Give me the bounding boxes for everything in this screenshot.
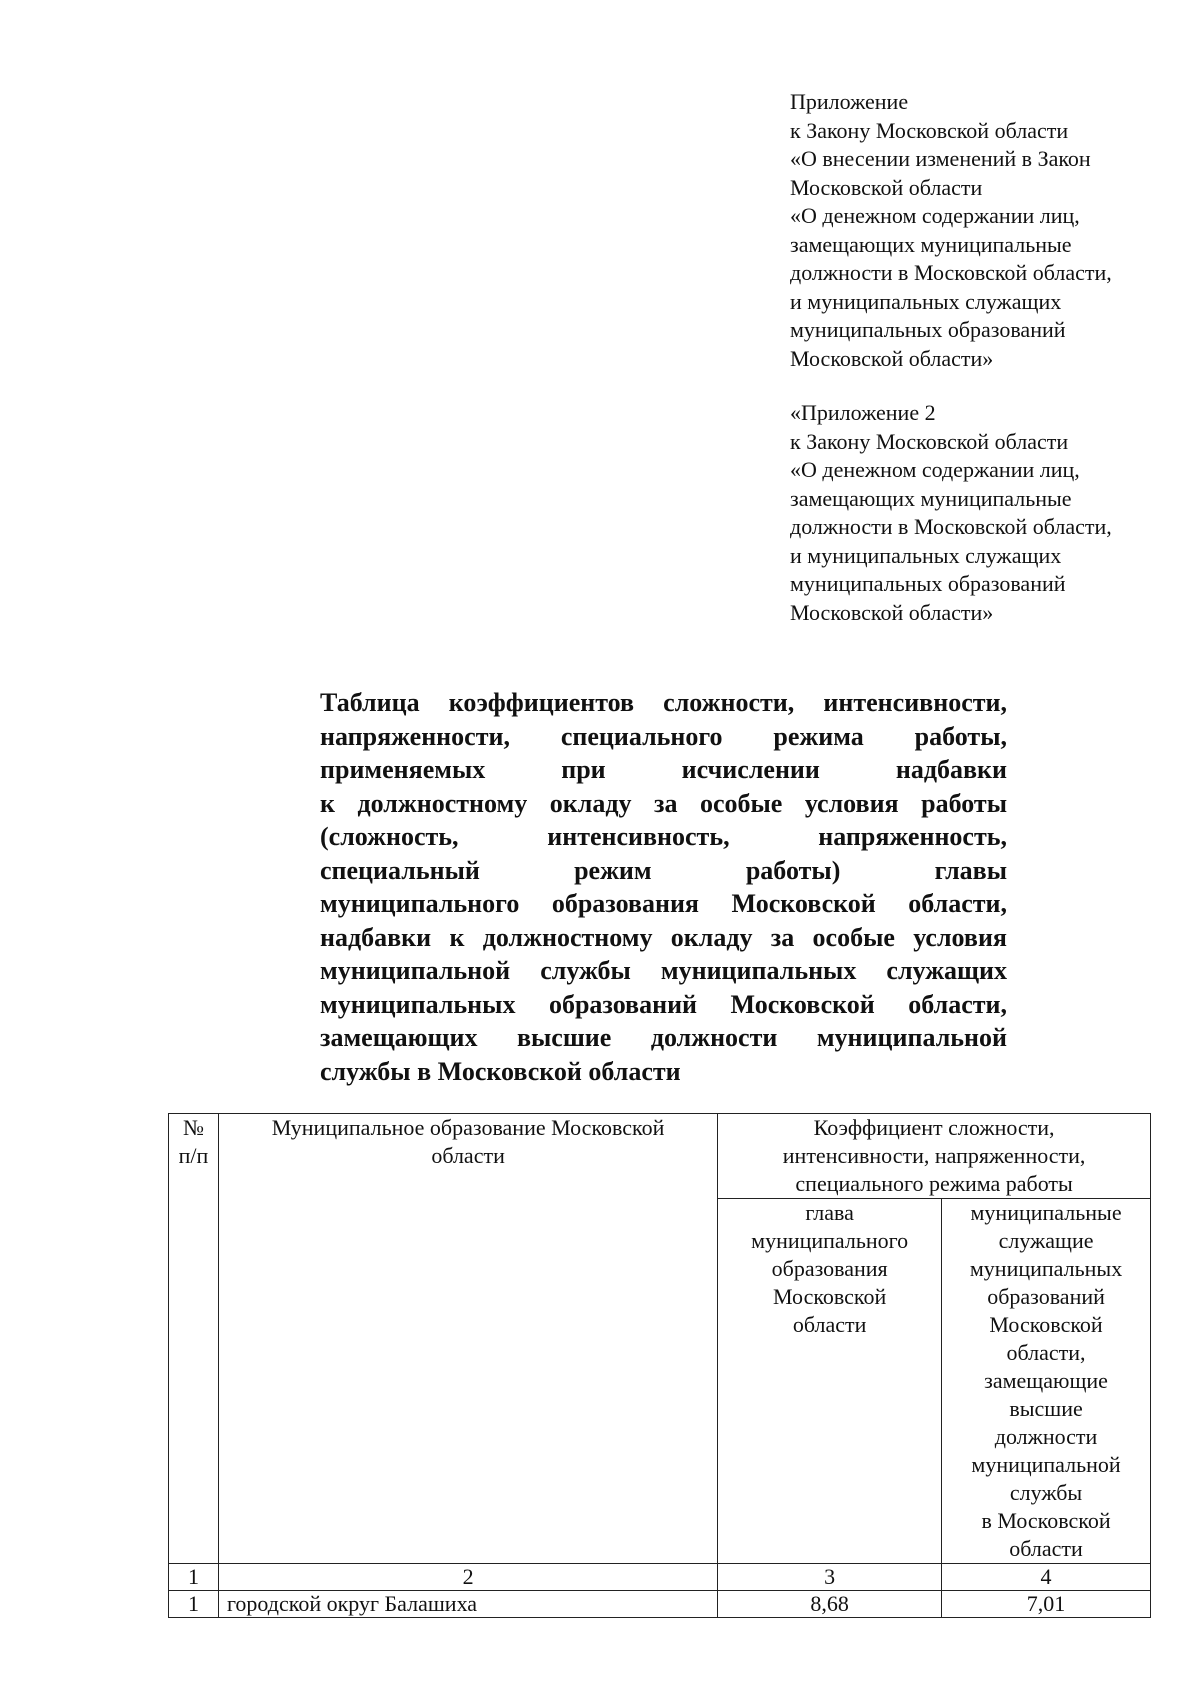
document-title-line: муниципальной службы муниципальных служащих [320, 956, 1007, 985]
annex-1-block-line: должности в Московской области, [790, 260, 1112, 285]
header-servants-cell-line: муниципальной [971, 1452, 1121, 1477]
annex-2-block-line: должности в Московской области, [790, 514, 1112, 539]
header-head-cell-line: области [792, 1312, 867, 1337]
header-coefficient-cell [718, 1114, 1151, 1199]
header-municipality-cell-line: области [431, 1143, 505, 1168]
annex-1-block [790, 88, 1112, 373]
document-title-line: муниципальных образований Московской области, [320, 989, 1007, 1019]
header-head-cell-line: муниципального [751, 1228, 909, 1253]
header-servants-cell-line: в Московской [981, 1508, 1111, 1533]
document-title-line: надбавки к должностному окладу за особые условия [320, 922, 1007, 952]
header-number-cell [169, 1114, 219, 1564]
header-servants-cell-line: муниципальных [969, 1256, 1123, 1281]
annex-1-block-line: «О денежном содержании лиц, [790, 203, 1080, 228]
document-title-line: муниципального образования Московской области, [320, 889, 1007, 918]
header-servants-cell-line: образований [987, 1284, 1105, 1309]
document-title-line: напряженности, специального режима работы, [320, 721, 1007, 751]
annex-1-block-line: Московской области [790, 174, 983, 200]
annex-1-block-line: и муниципальных служащих [790, 288, 1062, 314]
column-number-1: 1 [169, 1564, 219, 1591]
header-servants-cell-line: Московской [989, 1312, 1103, 1337]
document-title-line: специальный режим работы) главы [320, 855, 1007, 885]
header-head-cell-line: глава [805, 1200, 854, 1225]
annex-2-block-line: к Закону Московской области [790, 428, 1069, 454]
annex-1-block-line: муниципальных образований [790, 317, 1066, 342]
header-coefficient-cell-line: интенсивности, напряженности, [782, 1143, 1086, 1168]
column-number-3: 3 [718, 1564, 942, 1591]
header-servants-cell-line: должности [994, 1424, 1098, 1449]
annex-1-block-line: «О внесении изменений в Закон [790, 146, 1091, 171]
annex-2-block-line: муниципальных образований [790, 571, 1066, 596]
table-row [169, 1591, 1151, 1618]
header-servants-cell-line: высшие [1009, 1396, 1083, 1421]
annex-2-block-line: «Приложение 2 [790, 400, 936, 425]
header-servants-cell-line: области [1009, 1536, 1083, 1561]
header-number-cell-line: № [182, 1115, 204, 1140]
header-servants-cell-line: служащие [998, 1228, 1094, 1253]
header-head-cell-line: образования [771, 1256, 888, 1281]
annex-1-block-line: замещающих муниципальные [790, 231, 1072, 257]
document-title-line: (сложность, интенсивность, напряженность, [320, 822, 1007, 851]
header-coefficient-cell-line: специального режима работы [795, 1171, 1073, 1196]
annex-2-block-line: «О денежном содержании лиц, [790, 457, 1080, 482]
header-municipality-cell-line: Муниципальное образование Московской [271, 1115, 665, 1140]
header-head-cell-line: Московской [773, 1284, 887, 1309]
document-title-line: службы в Московской области [320, 1056, 681, 1086]
header-coefficient-cell-line: Коэффициент сложности, [813, 1115, 1055, 1140]
column-numbers-row [169, 1564, 1151, 1591]
annex-2-block-line: замещающих муниципальные [790, 485, 1072, 511]
header-municipality-cell [218, 1114, 717, 1564]
document-title [320, 686, 1007, 1088]
header-servants-cell-line: муниципальные [970, 1200, 1122, 1225]
header-servants-cell-line: области, [1006, 1340, 1086, 1365]
header-servants-cell-line: замещающие [984, 1368, 1108, 1393]
header-number-cell-line: п/п [178, 1143, 209, 1168]
document-title-line: замещающих высшие должности муниципальной [320, 1023, 1007, 1052]
coefficients-table [168, 1113, 1151, 1618]
document-title-line: к должностному окладу за особые условия работы [320, 788, 1007, 818]
table-header-row [169, 1114, 1151, 1199]
column-number-4: 4 [942, 1564, 1151, 1591]
row-number: 1 [169, 1591, 219, 1618]
header-head-cell [718, 1199, 942, 1564]
document-title-line: применяемых при исчислении надбавки [320, 755, 1007, 784]
row-head-coefficient: 8,68 [718, 1591, 942, 1618]
annex-2-block-line: и муниципальных служащих [790, 542, 1062, 568]
header-servants-cell [942, 1199, 1151, 1564]
column-number-2: 2 [218, 1564, 717, 1591]
annex-2-block [790, 399, 1112, 627]
annex-1-block-line: Московской области» [790, 345, 994, 371]
annex-2-block-line: Московской области» [790, 599, 994, 625]
row-servants-coefficient: 7,01 [942, 1591, 1151, 1618]
header-servants-cell-line: службы [1009, 1480, 1083, 1505]
annex-1-block-line: Приложение [790, 89, 909, 114]
annex-1-block-line: к Закону Московской области [790, 117, 1069, 143]
document-title-line: Таблица коэффициентов сложности, интенсивности, [320, 688, 1007, 717]
row-municipality: городской округ Балашиха [218, 1591, 717, 1618]
